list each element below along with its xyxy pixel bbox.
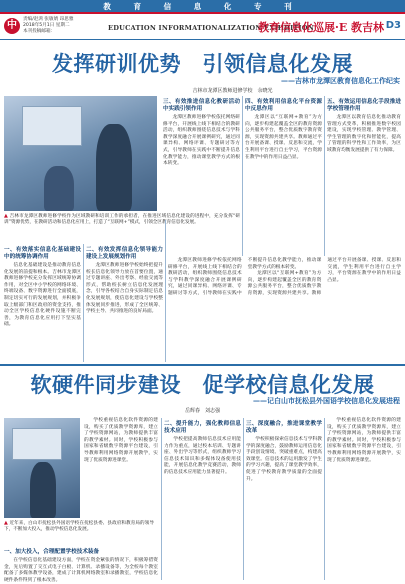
article2-headline: 软硬件同步建设 促学校信息化发展: [30, 372, 375, 397]
article2-col4-heading: 三、深度融合，推进课堂教学改革: [246, 421, 322, 434]
article2-col2-text: 学校重视信息化软件资源的建设，购买了优质教学资源库，建立了学校资源网站，为教师提供丰富的教学素材。同时，学校积极参与国家和省级数字资源平台建设，引导教师利用网络资源开展教学，实现了优质资源进课堂。: [84, 418, 158, 463]
article2-col1-text: 在学校信息化基础建设方面，学校在资金紧张的情况下，积极筹措资金，先后购置了交互式电子白板、计算机、录播设备等，为全校每个教室配备了多媒体教学设备，建成了计算机网络教室和录播教室，学校信息化硬件条件得到了根本改善。: [4, 558, 158, 583]
publication-info: [23, 17, 105, 36]
masthead-banner: [0, 0, 405, 14]
article1-col5-heading: 五、有效运用信息化手段推进学校管理作用: [327, 99, 401, 112]
section-divider: [0, 364, 405, 366]
article1-continued-text-a: 龙潭区教师进修学校依托网络研修平台，开展线上线下相结合的教研活动，组织教师围绕信息技术与学科教学深度融合开展课例研究，通过同课异构、网络评课、专题研讨等方式，引导教师在实践中不断提升信息化教学能力，推动课堂教学方式的根本转变。: [168, 258, 322, 296]
article1-column-1: [4, 244, 81, 362]
article2-photo: [4, 418, 80, 518]
article1-column-5: [327, 96, 401, 256]
article1-col2-text: 龙潭区教师进修学校始终把提升校长信息化领导力放在首要位置，通过专题讲座、外出考察、经验交流等形式，帮助校长树立信息化发展理念，引导各校结合自身实际制定信息化发展规划，使信息化建设与学校整体发展同步推进，形成了全区统筹、学校主导、共同推进的良好局面。: [86, 263, 163, 315]
editors-line: 责编/赵鸿 张敏婧 昂思雅: [23, 17, 74, 22]
article2-caption-text: 近年来，白山市抚松县外国语学校在抚松县委、县政府和教育局的领导下，不断加大投入，推动学校信息化发展。: [4, 521, 154, 533]
article2-byline: 岳辉春 刘志强: [184, 408, 220, 414]
article1-byline: 吉林市龙潭区教师进修学校 余晓光: [192, 88, 273, 94]
article1-column-3: [163, 96, 240, 218]
page-number: D3: [385, 20, 401, 31]
article2-column-4: [246, 418, 322, 580]
article2-column-2: [84, 418, 158, 518]
masthead: [0, 14, 405, 40]
article1-col2-heading: 二、有效发挥信息化领导能力建设上发展规划作用: [86, 247, 163, 260]
article2-column-3: [164, 418, 241, 580]
article1-column-4: [245, 96, 322, 256]
article1-continued-text-b: 龙潭区以“互联网+教育”为方向，逐步构建起覆盖全区的教育资源公共服务平台，整合优质数字教育资源，实现资源共建共享。教师通过平台开展备课、授课、反思和交流，学生利用平台进行自主学习，平台资源在教学中的作用日益凸显。: [247, 258, 401, 296]
article2-column-5: [327, 418, 401, 580]
date-line: 2018年5月1日 星期二: [23, 23, 70, 29]
article1-photo-caption: [4, 213, 240, 241]
article1-col4-heading: 四、有效利用信息化平台资源中反思作用: [245, 99, 322, 112]
article2-photo-caption: [4, 520, 154, 544]
caption-marker-icon: ▲: [4, 213, 9, 219]
newspaper-logo-icon: 中: [4, 18, 20, 34]
email-line: 本刊投稿邮箱：: [23, 29, 56, 35]
article1-col3-heading: 三、有效推进信息化教研活动中实践引领作用: [163, 99, 240, 112]
article2-subhead: ——记白山市抚松县外国语学校信息化发展进程: [253, 397, 400, 405]
article1-col1-text: 信息化基础建设是推动教育信息化发展的前提和根本。吉林市龙潭区教师进修学校充分发挥区域统筹协调作用，对全区中小学校的网络环境、终端设备、数字资源进行全面摸底，制定切实可行的发展规划，并积极争取上级部门和区政府的资金支持，推动全区学校信息化硬件设施不断完善，为教育信息化应用打下坚实基础。: [4, 263, 81, 328]
article2-col5-text: 学校重视信息化软件资源的建设，购买了优质教学资源库，建立了学校资源网站，为教师提供丰富的教学素材。同时，学校积极参与国家和省级数字资源平台建设，引导教师利用网络资源开展教学，实现了优质资源进课堂。: [327, 418, 401, 463]
article1-column-continued: [168, 258, 401, 362]
caption-marker-icon-2: ▲: [4, 520, 8, 526]
article2-col3-text: 学校把提高教师信息技术应用能力作为重点，通过校本培训、专题讲座、外出学习等形式，组织教师学习信息技术知识和多媒体设备使用技能，开展信息化教学竞赛活动，教师的信息技术应用能力显著提升。: [164, 437, 241, 475]
chinese-section-title: 教育信息化巡展·E 教吉林: [258, 21, 385, 34]
article1-column-2: [86, 244, 163, 362]
article2-column-1: [4, 546, 158, 583]
article2-col3-heading: 二、提升能力，强化教师信息技术应用: [164, 421, 241, 434]
article1-col1-heading: 一、有效落实信息化基础建设中的统筹协调作用: [4, 247, 81, 260]
article1-photo: [4, 96, 157, 211]
article1-col5-text: 龙潭区以教育信息化推动教育管理方式变革，积极推进数字校园建设，实现学校管理、教学管理、学生管理的数字化和智能化，提高了管理的科学性和工作效率，为区域教育均衡发展提供了有力保障。: [327, 115, 401, 153]
article1-col4-text: 龙潭区以“互联网+教育”为方向，逐步构建起覆盖全区的教育资源公共服务平台，整合优质数字教育资源，实现资源共建共享。教师通过平台开展备课、授课、反思和交流，学生利用平台进行自主学习，平台资源在教学中的作用日益凸显。: [245, 115, 322, 160]
article1-headline: 发挥研训优势 引领信息化发展: [52, 51, 353, 76]
article2-col4-text: 学校积极探索信息技术与学科教学的深度融合，鼓励教师运用信息化手段创设情境、突破重难点，构建高效课堂。信息技术的运用激发了学生的学习兴趣，提高了课堂教学效率，促进了学校教育教学质量的全面提升。: [246, 437, 322, 482]
article1-caption-text: 吉林市龙潭区教师进修学校作为区域教研和培训工作的承担者，在推进区域信息化建设的进程中，充分发挥“研训”资源优势，在教研活动和信息化应用上，打造了“互联网+”模式，引领全区教育信息化发展。: [4, 214, 240, 226]
article1-subhead: ——吉林市龙潭区教育信息化工作纪实: [281, 77, 400, 85]
article1-col3-text: 龙潭区教师进修学校依托网络研修平台，开展线上线下相结合的教研活动，组织教师围绕信息技术与学科教学深度融合开展课例研究，通过同课异构、网络评课、专题研讨等方式，引导教师在实践中不断提升信息化教学能力，推动课堂教学方式的根本转变。: [163, 115, 240, 167]
english-section-title: EDUCATION INFORMATIONALIZATION EXHIBITION: [108, 24, 314, 32]
banner-text: 教 育 信 息 化 专 刊: [103, 2, 302, 11]
article2-col1-heading: 一、加大投入，合理配置学校技术装备: [4, 549, 100, 555]
